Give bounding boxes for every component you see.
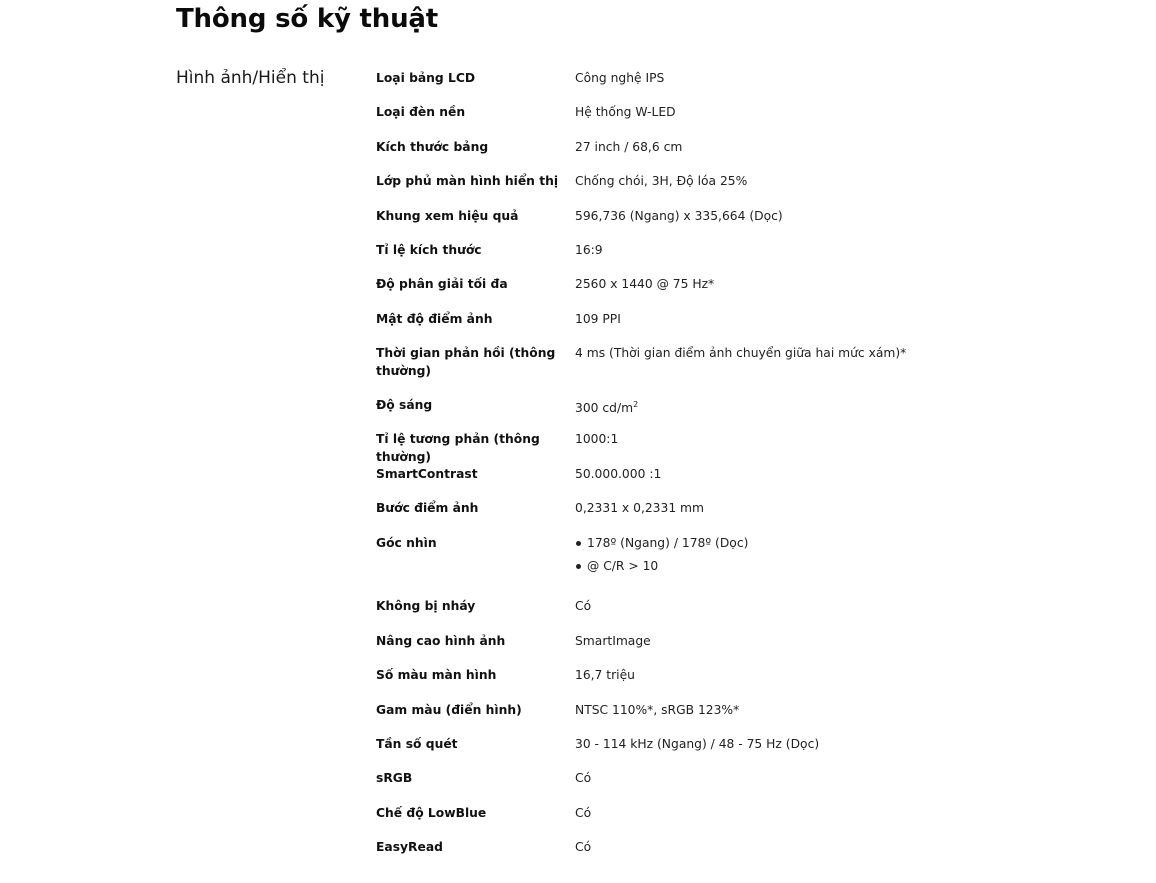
spec-label: sRGB xyxy=(376,771,413,785)
spec-label: Gam màu (điển hình) xyxy=(376,703,522,717)
spec-row-easyread xyxy=(376,838,936,872)
spec-value: Công nghệ IPS xyxy=(575,71,665,85)
spec-label: Độ phân giải tối đa xyxy=(376,277,508,291)
spec-row-flicker-free xyxy=(376,597,936,632)
spec-value: 2560 x 1440 @ 75 Hz* xyxy=(575,277,715,291)
spec-label: Loại bảng LCD xyxy=(376,71,476,85)
spec-row-effective-viewing-area xyxy=(376,207,936,241)
spec-row-color-gamut xyxy=(376,701,936,735)
spec-row-contrast-ratio xyxy=(376,430,936,465)
spec-row-backlight-type xyxy=(376,103,936,138)
spec-row-lcd-panel-type xyxy=(376,69,936,103)
spec-value xyxy=(575,396,936,417)
spec-row-srgb xyxy=(376,769,936,804)
spec-value: 4 ms (Thời gian điểm ảnh chuyển giữa hai mức xám)* xyxy=(575,346,907,360)
page-title: Thông số kỹ thuật xyxy=(176,4,438,34)
spec-label: Chế độ LowBlue xyxy=(376,806,487,820)
spec-value: 16,7 triệu xyxy=(575,668,635,682)
spec-label: Góc nhìn xyxy=(376,536,437,550)
section-title: Hình ảnh/Hiển thị xyxy=(176,68,325,88)
spec-row-picture-enhancement xyxy=(376,632,936,666)
spec-label: Loại đèn nền xyxy=(376,105,466,119)
spec-label: Khung xem hiệu quả xyxy=(376,209,519,223)
spec-row-pixel-density xyxy=(376,310,936,344)
spec-row-display-coating xyxy=(376,172,936,207)
spec-value: 30 - 114 kHz (Ngang) / 48 - 75 Hz (Dọc) xyxy=(575,737,820,751)
spec-row-scanning-frequency xyxy=(376,735,936,769)
spec-value: 27 inch / 68,6 cm xyxy=(575,140,683,154)
spec-value: Có xyxy=(575,599,592,613)
spec-label: SmartContrast xyxy=(376,467,478,481)
spec-value: 50.000.000 :1 xyxy=(575,467,662,481)
spec-label: EasyRead xyxy=(376,840,443,854)
bullet-list xyxy=(575,534,936,575)
brightness-value: 300 cd/m xyxy=(575,401,634,415)
spec-value: 0,2331 x 0,2331 mm xyxy=(575,501,705,515)
spec-value: 596,736 (Ngang) x 335,664 (Dọc) xyxy=(575,209,783,223)
spec-row-max-resolution xyxy=(376,275,936,310)
spec-value: 1000:1 xyxy=(575,432,619,446)
spec-value: Có xyxy=(575,840,592,854)
spec-row-brightness xyxy=(376,396,936,430)
spec-row-panel-size xyxy=(376,138,936,172)
spec-value xyxy=(575,534,936,580)
spec-row-lowblue-mode xyxy=(376,804,936,838)
spec-label: Mật độ điểm ảnh xyxy=(376,312,493,326)
spec-label: Độ sáng xyxy=(376,398,433,412)
spec-label: Thời gian phản hồi (thông thường) xyxy=(376,346,556,378)
spec-label: Kích thước bảng xyxy=(376,140,489,154)
spec-label: Tần số quét xyxy=(376,737,458,751)
spec-value: Hệ thống W-LED xyxy=(575,105,676,119)
list-item: 178º (Ngang) / 178º (Dọc) xyxy=(575,534,936,552)
spec-label: Bước điểm ảnh xyxy=(376,501,479,515)
spec-value: Chống chói, 3H, Độ lóa 25% xyxy=(575,174,748,188)
spec-label: Số màu màn hình xyxy=(376,668,497,682)
spec-value: SmartImage xyxy=(575,634,651,648)
spec-value: Có xyxy=(575,771,592,785)
spec-label: Tỉ lệ kích thước xyxy=(376,243,482,257)
spec-row-display-colors xyxy=(376,666,936,701)
spec-value: NTSC 110%*, sRGB 123%* xyxy=(575,703,740,717)
spec-label: Nâng cao hình ảnh xyxy=(376,634,506,648)
spec-label: Lớp phủ màn hình hiển thị xyxy=(376,174,559,188)
spec-table xyxy=(376,69,936,872)
spec-value: Có xyxy=(575,806,592,820)
spec-row-response-time xyxy=(376,344,936,396)
spec-row-pixel-pitch xyxy=(376,499,936,534)
list-item: @ C/R > 10 xyxy=(575,557,936,575)
spec-row-viewing-angle xyxy=(376,534,936,597)
spec-label: Không bị nháy xyxy=(376,599,476,613)
unit-superscript: 2 xyxy=(633,400,639,409)
spec-row-smart-contrast xyxy=(376,465,936,499)
spec-row-aspect-ratio xyxy=(376,241,936,275)
spec-value: 109 PPI xyxy=(575,312,621,326)
spec-value: 16:9 xyxy=(575,243,603,257)
spec-label: Tỉ lệ tương phản (thông thường) xyxy=(376,432,540,464)
